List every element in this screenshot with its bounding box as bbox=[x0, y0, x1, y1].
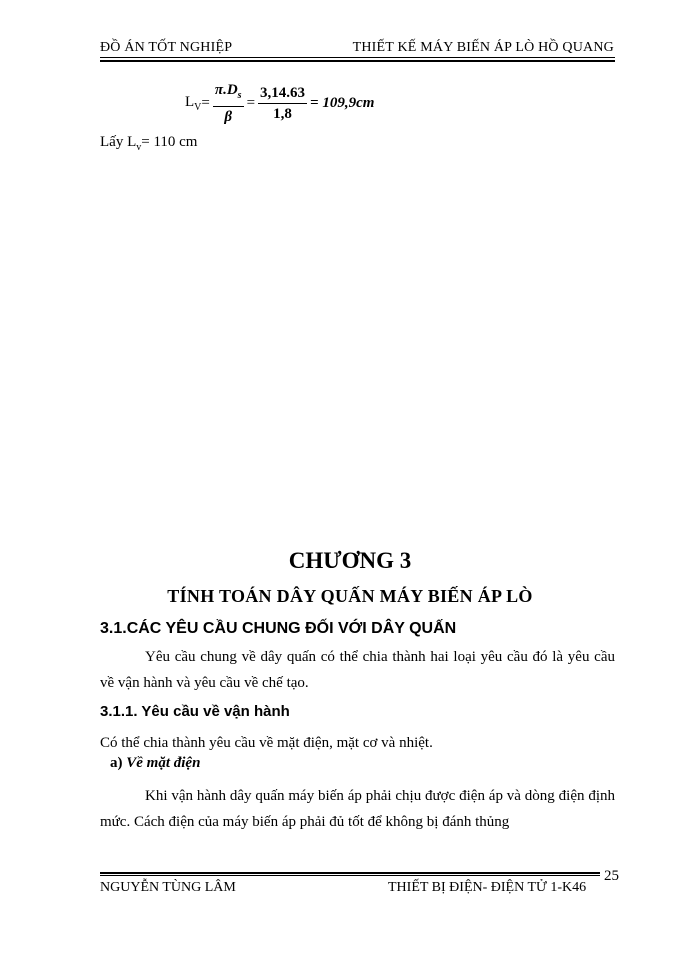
formula-eq: = bbox=[201, 95, 210, 111]
page-number: 25 bbox=[604, 868, 619, 884]
formula-eq-2: = bbox=[246, 95, 256, 111]
fraction-1-numerator: $\pi.D_s$ bbox=[213, 80, 244, 107]
fraction-2-numerator: 3,14.63 bbox=[258, 83, 307, 104]
formula-fraction-2 bbox=[258, 83, 307, 124]
formula-lhs: $L_V$ bbox=[185, 94, 202, 113]
formula-result: = 109,9cm bbox=[310, 95, 375, 111]
paragraph-3: Khi vận hành dây quấn máy biến áp phải chịu được điện áp và dòng điện định mức. Cách điện của máy biến áp phải đủ tốt để không bị đánh thủng bbox=[100, 788, 615, 830]
header-left: ĐỒ ÁN TỐT NGHIỆP bbox=[100, 40, 233, 55]
list-item-label: a) bbox=[110, 755, 123, 771]
chapter-title: CHƯƠNG 3 bbox=[288, 548, 412, 573]
list-item-text: Về mặt điện bbox=[126, 755, 201, 771]
paragraph-2: Có thể chia thành yêu cầu về mặt điện, mặt cơ và nhiệt. bbox=[100, 735, 433, 751]
fraction-1-denominator: β bbox=[224, 109, 233, 125]
header-right: THIẾT KẾ MÁY BIẾN ÁP LÒ HỒ QUANG bbox=[352, 40, 614, 55]
list-item-a bbox=[110, 755, 200, 772]
paragraph-1: Yêu cầu chung về dây quấn có thể chia thành hai loại yêu cầu đó là yêu cầu về vận hành và yêu cầu về chế tạo. bbox=[100, 649, 615, 691]
subsection-heading: 3.1.1. Yêu cầu về vận hành bbox=[100, 703, 290, 720]
footer-class: THIẾT BỊ ĐIỆN- ĐIỆN TỬ 1-K46 bbox=[388, 880, 587, 895]
chapter-subtitle: TÍNH TOÁN DÂY QUẤN MÁY BIẾN ÁP LÒ bbox=[167, 586, 533, 606]
lay-statement: Lấy $L_v= 110$ cm bbox=[100, 134, 198, 153]
footer-author: NGUYỄN TÙNG LÂM bbox=[100, 880, 236, 895]
footer-divider bbox=[100, 875, 600, 876]
header-divider-bold bbox=[100, 60, 615, 62]
section-heading: 3.1.CÁC YÊU CẦU CHUNG ĐỐI VỚI DÂY QUẤN bbox=[100, 620, 457, 637]
formula-fraction-1 bbox=[213, 80, 244, 127]
header-divider bbox=[100, 57, 615, 58]
footer-divider-bold bbox=[100, 872, 600, 874]
formula-lv bbox=[185, 80, 374, 127]
fraction-2-denominator: 1,8 bbox=[273, 106, 292, 122]
